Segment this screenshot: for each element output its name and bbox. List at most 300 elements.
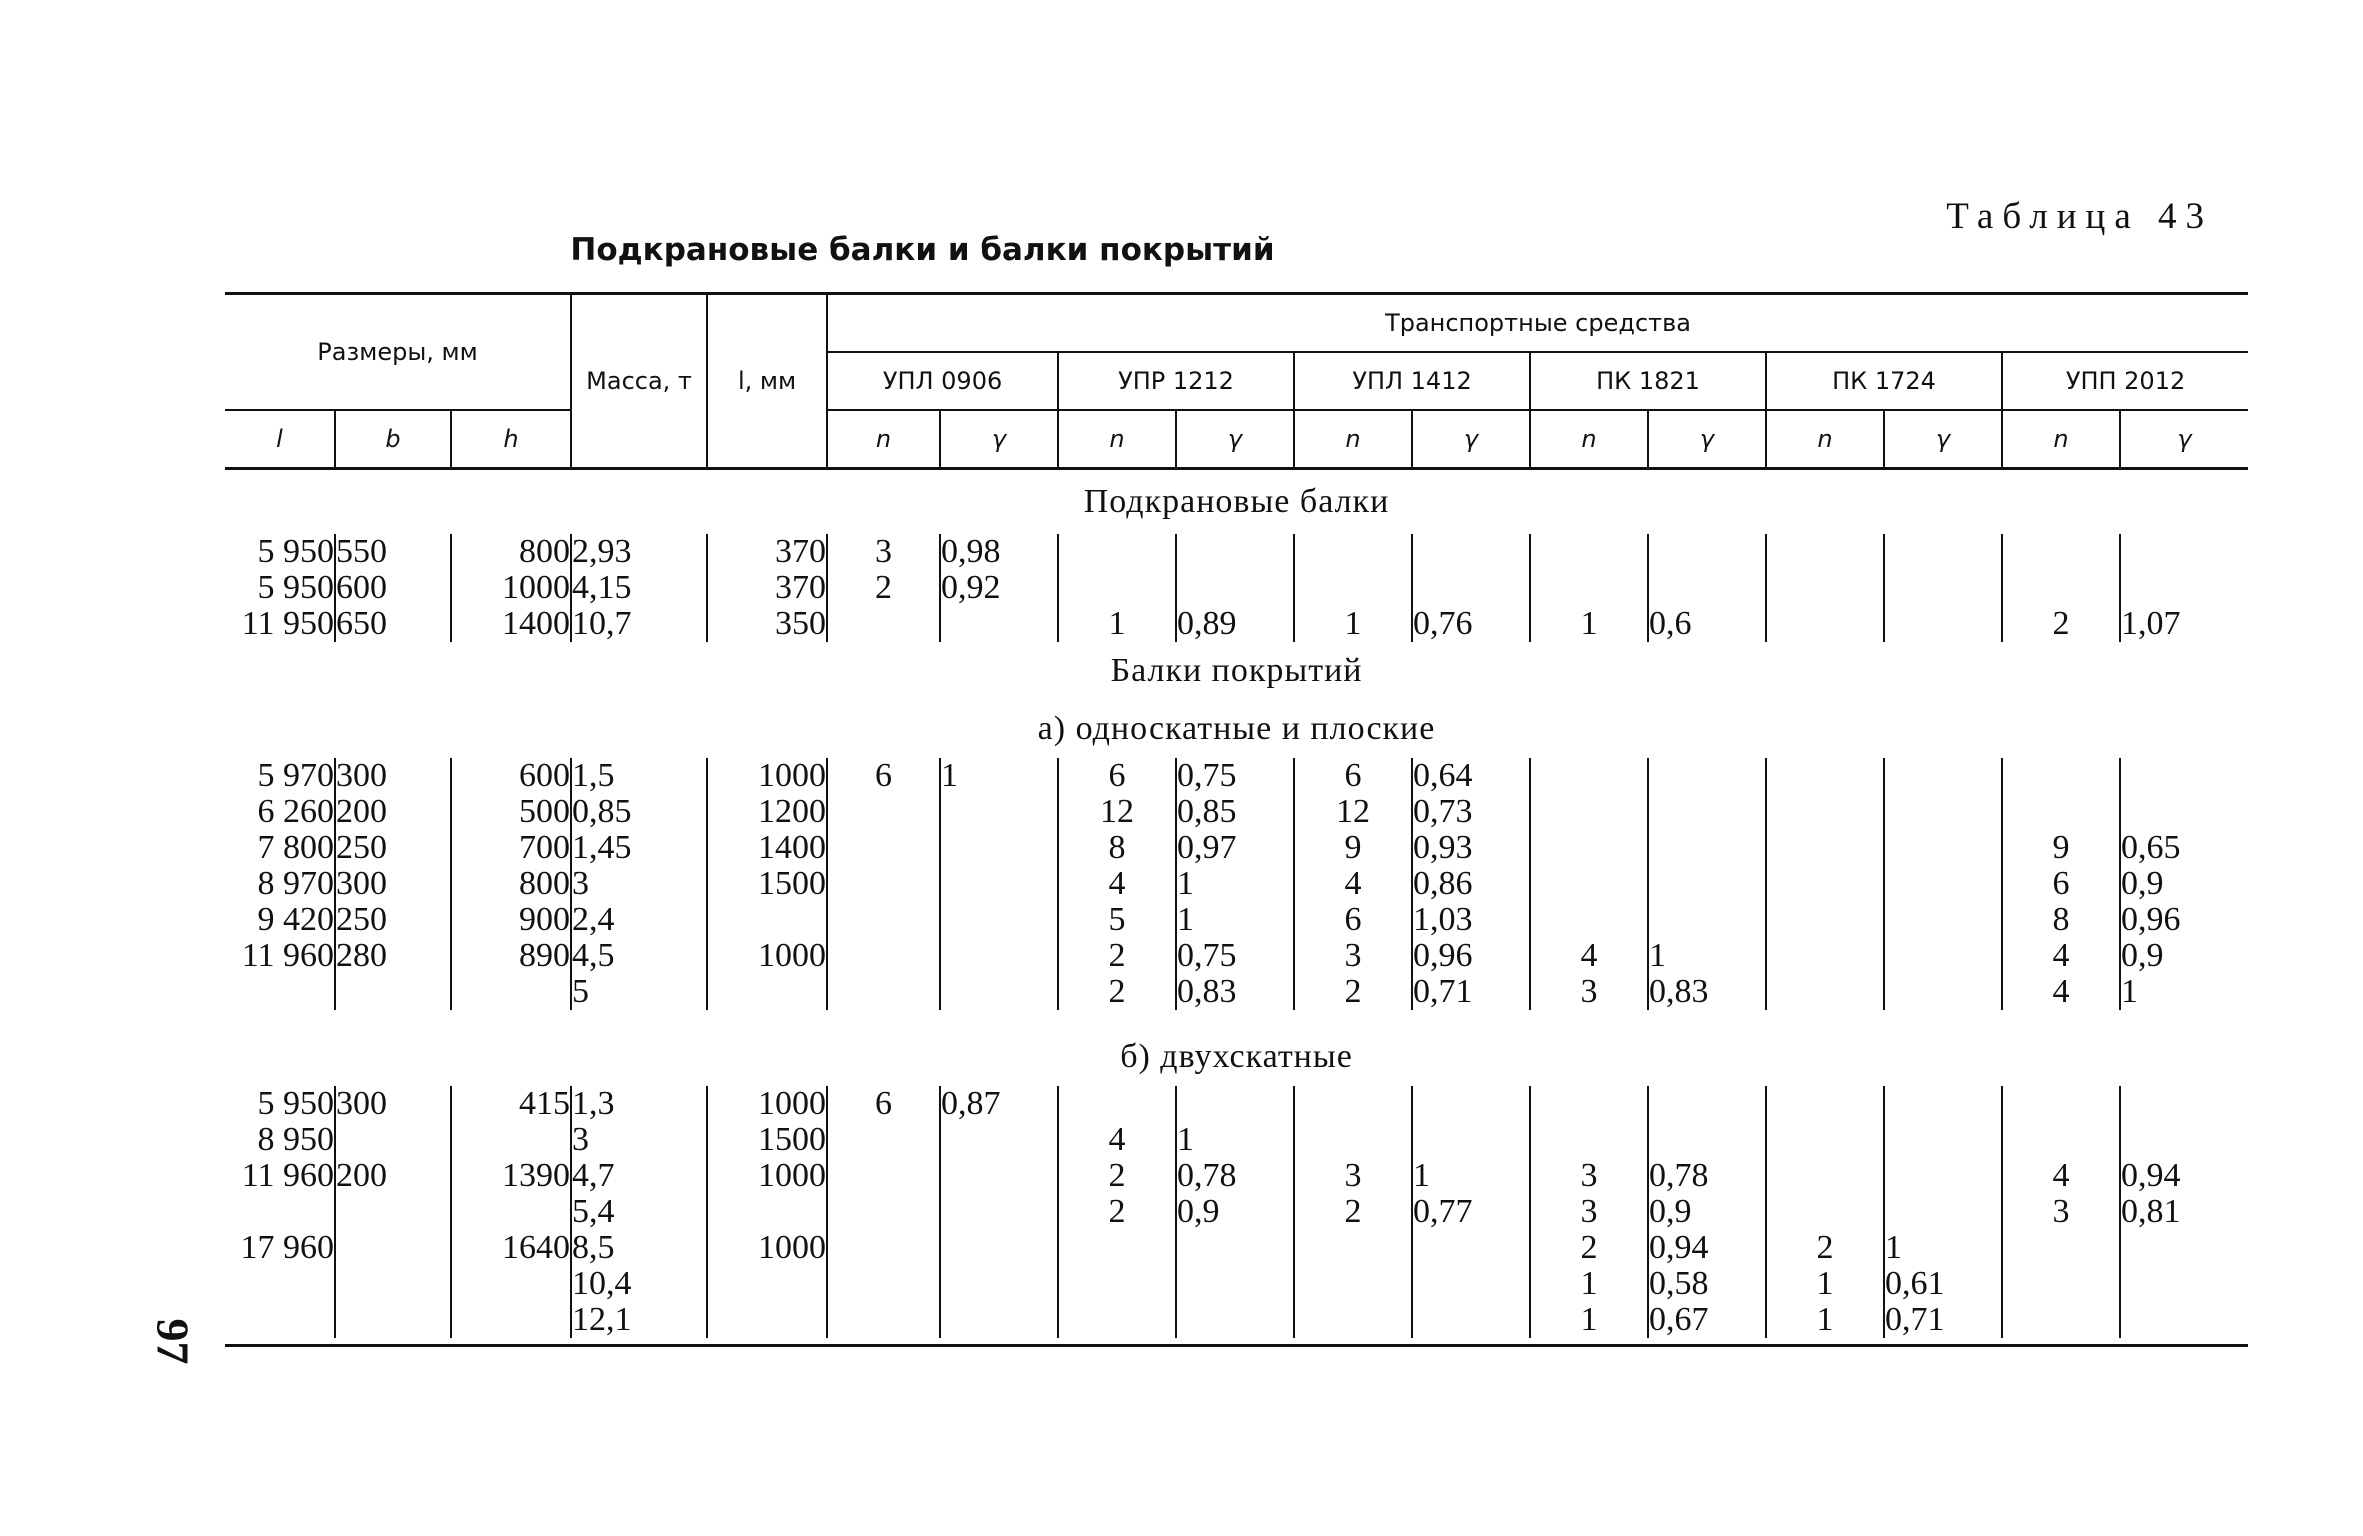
table-cell: 2 — [2002, 606, 2120, 642]
table-cell — [1412, 1266, 1530, 1302]
table-cell: 8,5 — [571, 1230, 707, 1266]
table-cell: 250 — [335, 830, 451, 866]
table-cell: 11 950 — [241, 605, 334, 642]
table-cell — [1766, 974, 1884, 1010]
table-cell: 0,94 — [1648, 1230, 1766, 1266]
table-cell: 1,07 — [2120, 606, 2248, 642]
table-cell — [1058, 534, 1176, 570]
table-cell — [940, 902, 1058, 938]
table-cell: 2 — [1058, 938, 1176, 974]
table-title: Подкрановые балки и балки покрытий — [570, 232, 1275, 268]
table-cell — [827, 902, 940, 938]
table-cell: 0,9 — [2120, 866, 2248, 902]
section-roof-beams: Балки покрытий — [1110, 652, 1363, 689]
table-cell: 0,89 — [1176, 606, 1294, 642]
header-vehicle: УПП 2012 — [2002, 352, 2248, 410]
table-cell: 1 — [1058, 606, 1176, 642]
table-cell: 5 950 — [257, 569, 334, 606]
table-cell — [1766, 1158, 1884, 1194]
table-cell — [827, 938, 940, 974]
table-cell — [707, 1302, 827, 1338]
table-row — [225, 606, 2248, 642]
header-vehicle: УПЛ 0906 — [827, 352, 1058, 410]
table-cell: 3 — [1530, 974, 1648, 1010]
table-cell — [335, 1122, 451, 1158]
table-cell — [827, 794, 940, 830]
table-cell: 0,76 — [1412, 606, 1530, 642]
table-cell: 9 420 — [257, 901, 334, 938]
table-cell: 300 — [335, 866, 451, 902]
table-cell: 0,83 — [1176, 974, 1294, 1010]
table-cell: 6 — [827, 758, 940, 794]
table-cell: 0,9 — [1648, 1194, 1766, 1230]
table-cell: 2 — [1058, 1194, 1176, 1230]
header-col-gamma: γ — [940, 410, 1058, 469]
table-cell — [1176, 1230, 1294, 1266]
table-cell: 4 — [1294, 866, 1412, 902]
table-cell: 2,93 — [571, 534, 707, 570]
header-col-n: n — [827, 410, 940, 469]
table-cell — [1058, 1266, 1176, 1302]
table-cell — [1176, 1086, 1294, 1122]
table-cell: 6 — [1058, 758, 1176, 794]
table-cell: 6 — [827, 1086, 940, 1122]
table-cell — [2120, 534, 2248, 570]
table-cell — [1294, 1086, 1412, 1122]
table-cell: 1 — [1530, 1302, 1648, 1338]
header-col-b: b — [335, 410, 451, 469]
table-cell — [1884, 1194, 2002, 1230]
table-cell: 1 — [1530, 1266, 1648, 1302]
table-cell — [451, 974, 571, 1010]
table-cell — [1884, 830, 2002, 866]
table-cell — [2120, 1086, 2248, 1122]
table-cell — [1412, 534, 1530, 570]
table-cell — [225, 1302, 335, 1338]
header-transport: Транспортные средства — [827, 294, 2248, 353]
table-cell: 1500 — [707, 1122, 827, 1158]
table-cell: 0,58 — [1648, 1266, 1766, 1302]
table-cell: 650 — [335, 606, 451, 642]
table-cell — [1648, 570, 1766, 606]
table-cell: 3 — [1294, 1158, 1412, 1194]
table-cell: 0,93 — [1412, 830, 1530, 866]
table-cell: 12,1 — [571, 1302, 707, 1338]
table-row — [225, 830, 2248, 866]
table-cell: 4 — [1530, 938, 1648, 974]
table-cell — [2002, 794, 2120, 830]
table-cell — [1648, 758, 1766, 794]
table-cell: 9 — [2002, 830, 2120, 866]
header-vehicle: ПК 1821 — [1530, 352, 1766, 410]
table-cell — [2002, 1122, 2120, 1158]
table-cell — [1884, 1122, 2002, 1158]
table-cell — [940, 974, 1058, 1010]
table-cell: 1 — [1530, 606, 1648, 642]
table-cell — [1294, 570, 1412, 606]
table-cell: 8 — [2002, 902, 2120, 938]
table-cell: 890 — [451, 938, 571, 974]
table-cell: 700 — [451, 830, 571, 866]
table-cell — [940, 938, 1058, 974]
section-single-slope: а) односкатные и плоские — [1037, 710, 1436, 747]
table-cell — [1412, 1122, 1530, 1158]
table-cell: 11 960 — [241, 937, 334, 974]
table-cell — [827, 1266, 940, 1302]
table-cell: 0,94 — [2120, 1158, 2248, 1194]
beams-table — [225, 292, 2248, 1347]
table-cell — [940, 1230, 1058, 1266]
table-cell: 3 — [1530, 1194, 1648, 1230]
header-col-gamma: γ — [1884, 410, 2002, 469]
table-cell: 2 — [1294, 1194, 1412, 1230]
table-cell — [940, 1158, 1058, 1194]
table-cell — [1648, 1122, 1766, 1158]
table-cell: 0,73 — [1412, 794, 1530, 830]
table-cell — [1058, 1230, 1176, 1266]
table-cell: 1 — [1648, 938, 1766, 974]
table-cell: 10,4 — [571, 1266, 707, 1302]
table-row — [225, 1266, 2248, 1302]
table-cell: 0,92 — [940, 570, 1058, 606]
table-cell — [2120, 794, 2248, 830]
table-cell: 1,5 — [571, 758, 707, 794]
table-cell: 1640 — [451, 1230, 571, 1266]
table-cell: 0,78 — [1176, 1158, 1294, 1194]
table-cell: 350 — [707, 606, 827, 642]
table-cell — [2120, 1122, 2248, 1158]
table-cell — [1412, 1302, 1530, 1338]
table-cell — [225, 1266, 335, 1302]
table-cell: 5 970 — [257, 757, 334, 794]
table-cell — [335, 1194, 451, 1230]
header-col-gamma: γ — [1412, 410, 1530, 469]
table-cell: 0,75 — [1176, 938, 1294, 974]
table-cell: 550 — [335, 534, 451, 570]
table-cell: 0,61 — [1884, 1266, 2002, 1302]
table-cell — [827, 866, 940, 902]
table-row — [225, 1194, 2248, 1230]
table-cell — [2002, 534, 2120, 570]
table-cell: 9 — [1294, 830, 1412, 866]
table-cell: 0,65 — [2120, 830, 2248, 866]
table-cell: 1 — [1176, 902, 1294, 938]
table-cell — [1884, 1086, 2002, 1122]
table-cell — [940, 866, 1058, 902]
table-cell: 8 — [1058, 830, 1176, 866]
table-cell: 5 950 — [257, 533, 334, 570]
table-cell — [1530, 1122, 1648, 1158]
table-cell — [1412, 1230, 1530, 1266]
table-cell: 1390 — [451, 1158, 571, 1194]
table-cell — [451, 1194, 571, 1230]
table-cell: 4 — [2002, 974, 2120, 1010]
header-col-h: h — [451, 410, 571, 469]
table-cell: 370 — [707, 570, 827, 606]
table-cell: 900 — [451, 902, 571, 938]
table-cell — [1766, 758, 1884, 794]
table-cell: 0,71 — [1412, 974, 1530, 1010]
table-cell — [827, 606, 940, 642]
table-cell: 8 970 — [257, 865, 334, 902]
table-cell — [1412, 1086, 1530, 1122]
header-vehicle: УПЛ 1412 — [1294, 352, 1530, 410]
table-cell — [335, 974, 451, 1010]
table-cell: 1400 — [451, 606, 571, 642]
table-cell — [335, 1230, 451, 1266]
table-cell — [2120, 570, 2248, 606]
table-cell — [1058, 570, 1176, 606]
section-crane-beams: Подкрановые балки — [225, 469, 2248, 535]
table-cell: 500 — [451, 794, 571, 830]
header-mass: Масса, т — [571, 294, 707, 469]
table-cell: 0,67 — [1648, 1302, 1766, 1338]
table-cell: 1500 — [707, 866, 827, 902]
table-cell: 1000 — [707, 1158, 827, 1194]
table-cell — [2002, 570, 2120, 606]
table-cell: 0,64 — [1412, 758, 1530, 794]
table-cell — [1294, 1302, 1412, 1338]
table-cell — [940, 606, 1058, 642]
table-cell: 1 — [2120, 974, 2248, 1010]
table-cell — [1294, 1230, 1412, 1266]
table-cell: 300 — [335, 1086, 451, 1122]
table-cell: 1 — [1412, 1158, 1530, 1194]
table-cell — [940, 794, 1058, 830]
table-cell: 8 950 — [257, 1121, 334, 1158]
table-cell — [1884, 902, 2002, 938]
table-cell — [1884, 606, 2002, 642]
table-cell: 600 — [335, 570, 451, 606]
table-cell — [1294, 534, 1412, 570]
table-cell — [827, 1158, 940, 1194]
table-cell: 0,6 — [1648, 606, 1766, 642]
table-row — [225, 938, 2248, 974]
table-cell — [2120, 1266, 2248, 1302]
table-cell: 0,96 — [1412, 938, 1530, 974]
table-cell — [827, 974, 940, 1010]
table-cell: 12 — [1294, 794, 1412, 830]
table-cell: 0,98 — [940, 534, 1058, 570]
table-cell — [1530, 866, 1648, 902]
table-cell — [1530, 1086, 1648, 1122]
table-cell: 4 — [1058, 1122, 1176, 1158]
table-cell: 12 — [1058, 794, 1176, 830]
table-cell: 1 — [1294, 606, 1412, 642]
table-cell: 0,96 — [2120, 902, 2248, 938]
table-cell: 800 — [451, 534, 571, 570]
table-cell — [940, 830, 1058, 866]
table-cell — [1648, 830, 1766, 866]
table-cell — [827, 1122, 940, 1158]
table-cell — [1766, 938, 1884, 974]
table-cell — [2120, 758, 2248, 794]
table-cell — [1884, 938, 2002, 974]
table-row — [225, 974, 2248, 1010]
table-cell: 5 950 — [257, 1085, 334, 1122]
table-cell: 1,45 — [571, 830, 707, 866]
table-cell: 2 — [1058, 1158, 1176, 1194]
table-cell: 1000 — [707, 938, 827, 974]
table-cell — [2120, 1230, 2248, 1266]
table-cell: 0,85 — [571, 794, 707, 830]
table-cell — [1766, 570, 1884, 606]
table-cell: 5 — [571, 974, 707, 1010]
table-cell — [2002, 1230, 2120, 1266]
table-cell — [827, 1230, 940, 1266]
table-cell: 2 — [1058, 974, 1176, 1010]
table-cell: 1400 — [707, 830, 827, 866]
table-cell — [1294, 1122, 1412, 1158]
table-cell: 4,5 — [571, 938, 707, 974]
table-cell — [1176, 1302, 1294, 1338]
table-cell — [1766, 794, 1884, 830]
table-cell: 1000 — [451, 570, 571, 606]
table-cell — [827, 1194, 940, 1230]
table-cell — [1766, 902, 1884, 938]
table-cell: 7 800 — [257, 829, 334, 866]
table-cell: 0,77 — [1412, 1194, 1530, 1230]
table-cell: 4,15 — [571, 570, 707, 606]
table-cell: 0,9 — [1176, 1194, 1294, 1230]
header-col-gamma: γ — [1648, 410, 1766, 469]
table-cell — [1058, 1086, 1176, 1122]
table-cell: 3 — [1530, 1158, 1648, 1194]
table-cell: 1200 — [707, 794, 827, 830]
table-row — [225, 1230, 2248, 1266]
table-cell — [335, 1266, 451, 1302]
header-col-gamma: γ — [2120, 410, 2248, 469]
table-cell — [1176, 534, 1294, 570]
table-cell — [1412, 570, 1530, 606]
table-row — [225, 1086, 2248, 1122]
table-cell — [1884, 1158, 2002, 1194]
table-cell — [940, 1122, 1058, 1158]
table-row — [225, 758, 2248, 794]
table-cell — [1766, 866, 1884, 902]
table-cell: 1 — [1176, 866, 1294, 902]
table-cell — [1530, 902, 1648, 938]
table-cell: 5 — [1058, 902, 1176, 938]
header-span: l, мм — [707, 294, 827, 469]
table-cell: 4 — [1058, 866, 1176, 902]
table-cell: 0,78 — [1648, 1158, 1766, 1194]
table-cell — [1294, 1266, 1412, 1302]
table-cell: 4 — [2002, 1158, 2120, 1194]
table-cell: 3 — [571, 1122, 707, 1158]
table-cell: 250 — [335, 902, 451, 938]
table-cell: 280 — [335, 938, 451, 974]
table-row — [225, 1158, 2248, 1194]
table-cell: 1 — [1766, 1302, 1884, 1338]
table-cell: 1000 — [707, 758, 827, 794]
table-cell: 2 — [1294, 974, 1412, 1010]
header-col-n: n — [1530, 410, 1648, 469]
table-cell — [1766, 1194, 1884, 1230]
header-sizes: Размеры, мм — [225, 294, 571, 411]
table-cell — [940, 1302, 1058, 1338]
table-cell: 6 — [2002, 866, 2120, 902]
table-cell: 0,87 — [940, 1086, 1058, 1122]
page-number: 97 — [147, 1318, 199, 1365]
table-cell — [2120, 1302, 2248, 1338]
header-col-gamma: γ — [1176, 410, 1294, 469]
table-cell: 0,71 — [1884, 1302, 2002, 1338]
table-cell — [1884, 974, 2002, 1010]
table-cell — [1884, 758, 2002, 794]
header-col-l: l — [276, 425, 283, 453]
header-col-n: n — [1294, 410, 1412, 469]
table-cell — [707, 974, 827, 1010]
table-cell — [1530, 570, 1648, 606]
table-cell: 1 — [1884, 1230, 2002, 1266]
header-col-n: n — [1766, 410, 1884, 469]
table-cell: 0,86 — [1412, 866, 1530, 902]
table-cell: 2,4 — [571, 902, 707, 938]
table-cell — [1648, 534, 1766, 570]
header-vehicle: УПР 1212 — [1058, 352, 1294, 410]
table-cell — [1766, 830, 1884, 866]
table-cell — [707, 1194, 827, 1230]
table-cell — [1530, 830, 1648, 866]
table-cell: 11 960 — [241, 1157, 334, 1194]
table-cell — [1766, 606, 1884, 642]
table-row — [225, 534, 2248, 570]
table-cell — [827, 830, 940, 866]
table-cell — [225, 974, 335, 1010]
table-cell: 6 — [1294, 902, 1412, 938]
table-cell: 6 — [1294, 758, 1412, 794]
header-vehicle: ПК 1724 — [1766, 352, 2002, 410]
table-cell — [2002, 1086, 2120, 1122]
table-cell: 3 — [1294, 938, 1412, 974]
table-cell — [707, 902, 827, 938]
table-row — [225, 570, 2248, 606]
table-cell: 4 — [2002, 938, 2120, 974]
table-row — [225, 1302, 2248, 1338]
table-label: Таблица 43 — [1946, 196, 2213, 237]
table-cell — [1766, 1086, 1884, 1122]
table-row — [225, 902, 2248, 938]
table-cell: 0,81 — [2120, 1194, 2248, 1230]
table-cell — [1530, 758, 1648, 794]
table-cell — [1648, 902, 1766, 938]
table-cell — [827, 1302, 940, 1338]
section-double-slope: б) двухскатные — [1120, 1038, 1353, 1075]
table-cell — [1648, 1086, 1766, 1122]
table-cell: 4,7 — [571, 1158, 707, 1194]
table-cell: 1000 — [707, 1230, 827, 1266]
table-cell: 600 — [451, 758, 571, 794]
table-cell: 800 — [451, 866, 571, 902]
table-cell — [707, 1266, 827, 1302]
table-cell: 370 — [707, 534, 827, 570]
table-cell: 0,97 — [1176, 830, 1294, 866]
header-col-n: n — [2002, 410, 2120, 469]
table-cell: 0,9 — [2120, 938, 2248, 974]
table-cell: 2 — [827, 570, 940, 606]
table-cell: 2 — [1766, 1230, 1884, 1266]
table-cell — [451, 1266, 571, 1302]
table-cell — [1884, 794, 2002, 830]
table-row — [225, 1122, 2248, 1158]
table-cell — [451, 1302, 571, 1338]
table-cell — [940, 1266, 1058, 1302]
table-cell — [940, 1194, 1058, 1230]
table-cell: 1 — [1176, 1122, 1294, 1158]
table-cell — [1648, 866, 1766, 902]
table-cell — [1058, 1302, 1176, 1338]
